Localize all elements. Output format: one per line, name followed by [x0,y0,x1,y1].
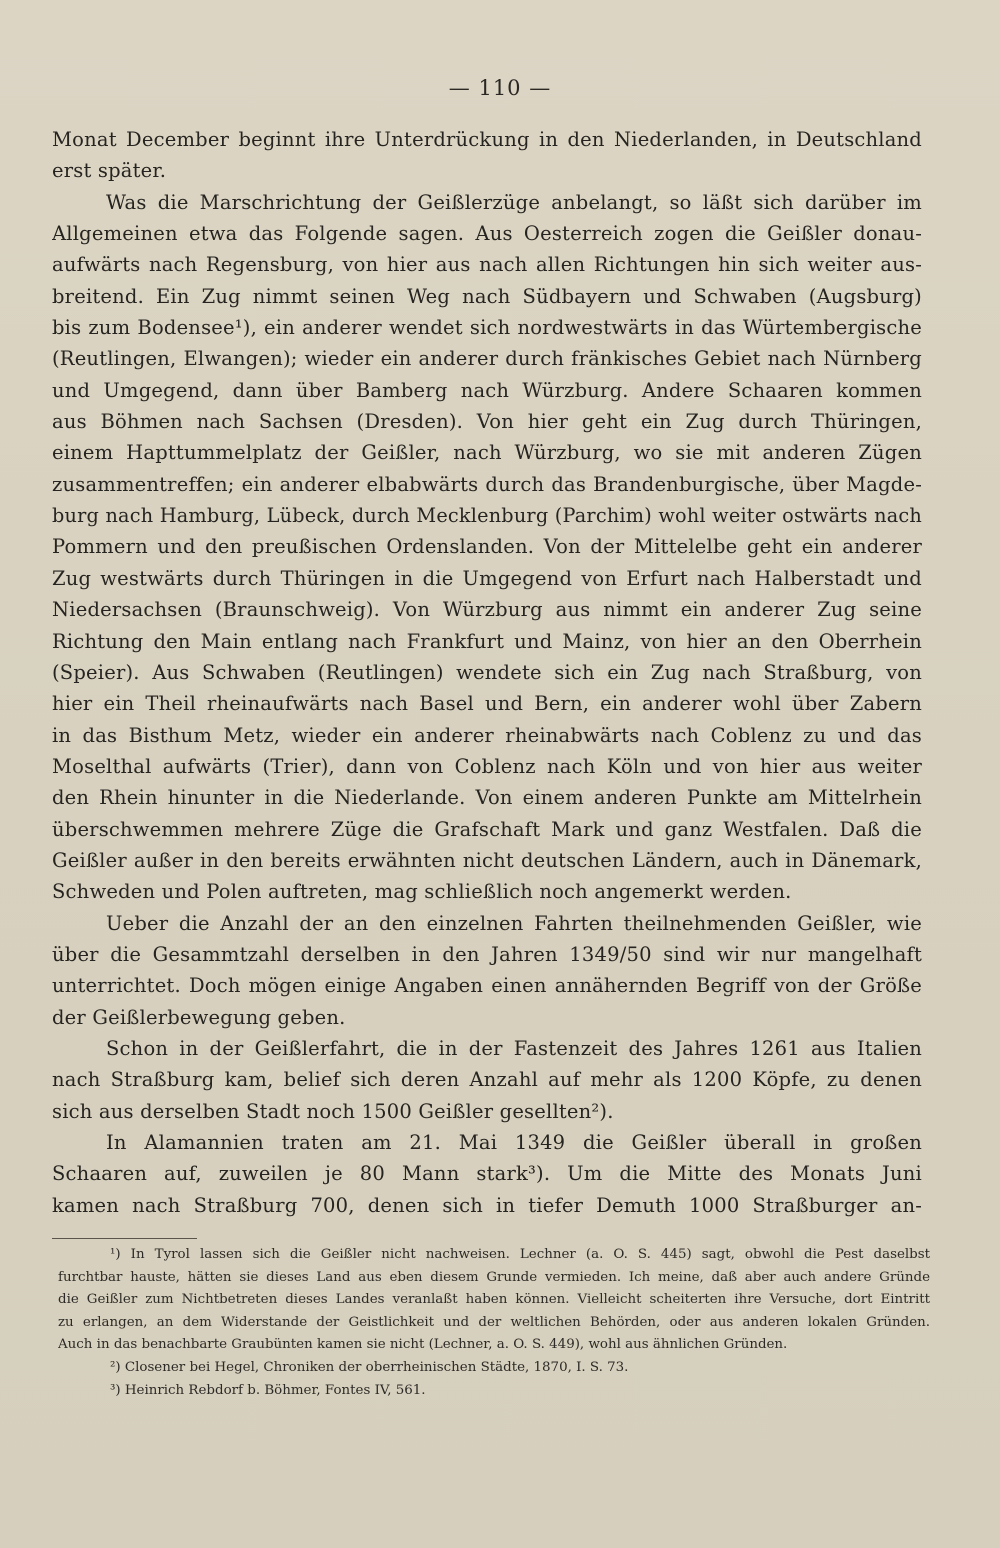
text-line: (Speier). Aus Schwaben (Reutlingen) wendete sich ein Zug nach Straßburg, von [52,660,922,684]
text-line: Schweden und Polen auftreten, mag schließlich noch angemerkt werden. [52,880,792,904]
footnote-line: ¹) In Tyrol lassen sich die Geißler nicht nachweisen. Lechner (a. O. S. 445) sagt, obwohl die Pest daselbst [110,1247,930,1262]
text-line: bis zum Bodensee¹), ein anderer wendet sich nordwestwärts in das Würtembergische [52,316,922,340]
text-line: kamen nach Straßburg 700, denen sich in tiefer Demuth 1000 Straßburger an- [52,1193,922,1217]
footnotes [58,1244,930,1402]
footnote-line: ²) Closener bei Hegel, Chroniken der oberrheinischen Städte, 1870, I. S. 73. [110,1359,629,1375]
text-line: Ueber die Anzahl der an den einzelnen Fahrten theilnehmenden Geißler, wie [106,911,922,935]
text-line: Schon in der Geißlerfahrt, die in der Fastenzeit des Jahres 1261 aus Italien [106,1036,922,1060]
footnote-line: zu erlangen, an dem Widerstande der Geistlichkeit und der weltlichen Behörden, oder aus anderen lokalen Gründen. [58,1314,930,1330]
text-line: einem Hapttummelplatz der Geißler, nach Würzburg, wo sie mit anderen Zügen [52,441,922,465]
page-number: — 110 — [448,76,552,100]
text-line: aufwärts nach Regensburg, von hier aus nach allen Richtungen hin sich weiter aus- [52,253,922,277]
text-line: Was die Marschrichtung der Geißlerzüge anbelangt, so läßt sich darüber im [106,190,922,214]
text-line: Richtung den Main entlang nach Frankfurt und Mainz, von hier an den Oberrhein [52,629,922,653]
text-line: In Alamannien traten am 21. Mai 1349 die Geißler überall in großen [106,1131,922,1154]
text-line: über die Gesammtzahl derselben in den Jahren 1349/50 sind wir nur mangelhaft [52,942,922,966]
text-line: Geißler außer in den bereits erwähnten nicht deutschen Ländern, auch in Dänemark, [52,848,922,872]
footnote-line: ³) Heinrich Rebdorf b. Böhmer, Fontes IV, 561. [110,1382,426,1398]
footnote-divider [52,1238,197,1239]
text-line: Zug westwärts durch Thüringen in die Umgegend von Erfurt nach Halberstadt und [52,566,922,590]
text-line: (Reutlingen, Elwangen); wieder ein anderer durch fränkisches Gebiet nach Nürnberg [52,347,922,371]
text-line: Allgemeinen etwa das Folgende sagen. Aus Oesterreich zogen die Geißler donau- [52,222,922,246]
footnote-line: furchtbar hauste, hätten sie dieses Land aus eben diesem Grunde vermieden. Ich meine, daß aber auch andere Gründe [58,1269,930,1285]
text-line: der Geißlerbewegung geben. [52,1005,346,1029]
text-line: zusammentreffen; ein anderer elbabwärts durch das Brandenburgische, über Magde- [52,472,922,496]
text-line: hier ein Theil rheinaufwärts nach Basel und Bern, ein anderer wohl über Zabern [52,692,922,716]
text-line: und Umgegend, dann über Bamberg nach Würzburg. Andere Schaaren kommen [52,378,922,402]
text-line: breitend. Ein Zug nimmt seinen Weg nach Südbayern und Schwaben (Augsburg) [52,284,922,308]
text-line: Schaaren auf, zuweilen je 80 Mann stark³). Um die Mitte des Monats Juni [52,1162,922,1186]
text-line: Niedersachsen (Braunschweig). Von Würzburg aus nimmt ein anderer Zug seine [52,598,922,622]
text-line: überschwemmen mehrere Züge die Grafschaft Mark und ganz Westfalen. Daß die [52,817,922,841]
body-text [52,124,922,1221]
text-line: unterrichtet. Doch mögen einige Angaben einen annähernden Begriff von der Größe [52,974,922,998]
text-line: Monat December beginnt ihre Unterdrückung in den Niederlanden, in Deutschland [52,128,922,151]
text-line: den Rhein hinunter in die Niederlande. Von einem anderen Punkte am Mittelrhein [52,786,922,810]
text-line: Moselthal aufwärts (Trier), dann von Coblenz nach Köln und von hier aus weiter [52,754,922,778]
text-line: Pommern und den preußischen Ordenslanden. Von der Mittelelbe geht ein anderer [52,535,922,559]
text-line: burg nach Hamburg, Lübeck, durch Mecklenburg (Parchim) wohl weiter ostwärts nach [52,504,922,528]
text-line: aus Böhmen nach Sachsen (Dresden). Von hier geht ein Zug durch Thüringen, [52,410,922,434]
text-line: in das Bisthum Metz, wieder ein anderer rheinabwärts nach Coblenz zu und das [52,723,922,747]
text-line: sich aus derselben Stadt noch 1500 Geißler gesellten²). [52,1099,614,1123]
footnote-line: Auch in das benachbarte Graubünten kamen sie nicht (Lechner, a. O. S. 449), wohl aus ähnlichen Gründen. [58,1337,788,1353]
text-line: nach Straßburg kam, belief sich deren Anzahl auf mehr als 1200 Köpfe, zu denen [52,1068,922,1092]
text-line: erst später. [52,159,167,183]
footnote-line: die Geißler zum Nichtbetreten dieses Landes veranlaßt haben können. Vielleicht scheiterten ihre Versuche, dort Eintritt [58,1292,930,1308]
